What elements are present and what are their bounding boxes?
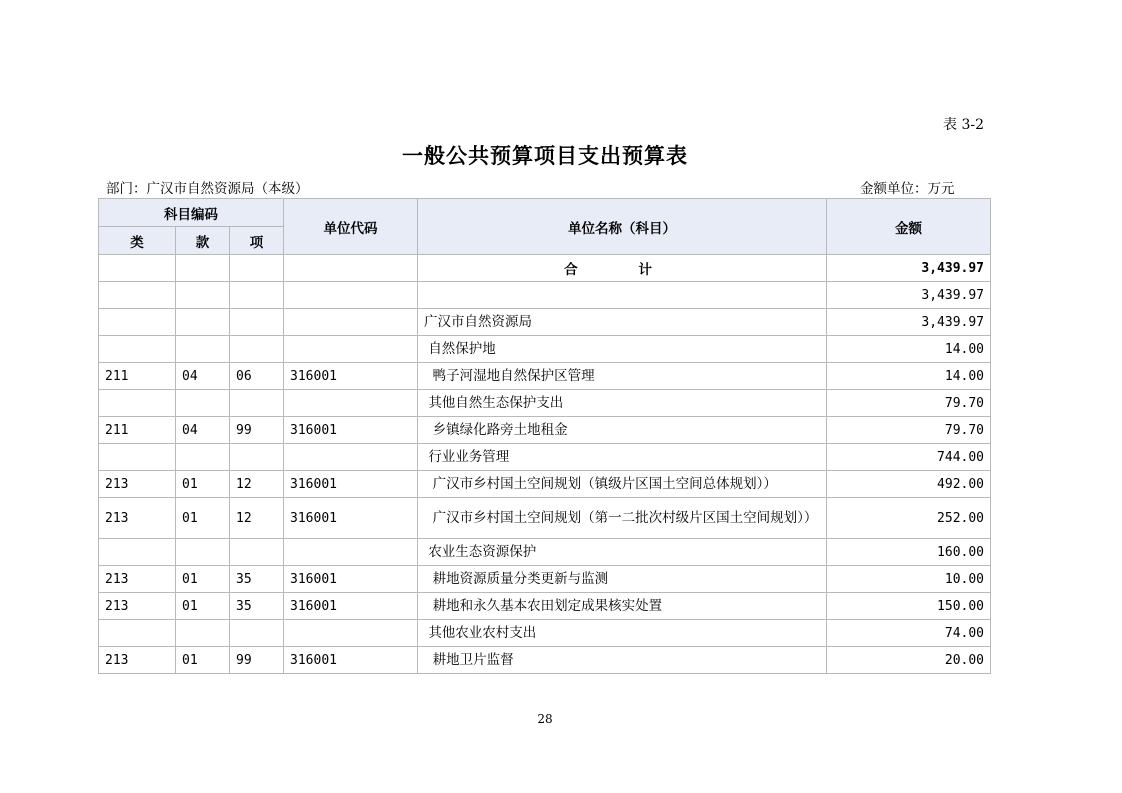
- unit-code-cell: [284, 444, 418, 471]
- table-row: [99, 539, 991, 566]
- category-cell: [99, 309, 176, 336]
- amount-cell: 252.00: [827, 498, 991, 539]
- subject-code-header: 科目编码: [99, 199, 284, 227]
- budget-table: [98, 198, 991, 674]
- table-number: 表 3-2: [943, 117, 984, 133]
- unit-name-cell: 广汉市乡村国土空间规划（第一二批次村级片区国土空间规划））: [418, 498, 827, 539]
- section-cell: 01: [176, 471, 230, 498]
- category-cell: 213: [99, 471, 176, 498]
- unit-name-cell: 广汉市乡村国土空间规划（镇级片区国土空间总体规划））: [418, 471, 827, 498]
- amount-header: 金额: [827, 199, 991, 255]
- amount-cell: 20.00: [827, 647, 991, 674]
- category-cell: [99, 390, 176, 417]
- amount-cell: 3,439.97: [827, 282, 991, 309]
- item-cell: [230, 539, 284, 566]
- item-cell: 35: [230, 566, 284, 593]
- unit-code-cell: 316001: [284, 417, 418, 444]
- unit-code-cell: [284, 390, 418, 417]
- amount-cell: 14.00: [827, 336, 991, 363]
- unit-code-cell: 316001: [284, 498, 418, 539]
- table-row: [99, 282, 991, 309]
- unit-code-cell: [284, 282, 418, 309]
- amount-cell: 79.70: [827, 390, 991, 417]
- total-label: 合 计: [418, 255, 827, 282]
- unit-code-cell: [284, 539, 418, 566]
- item-cell: 06: [230, 363, 284, 390]
- table-row: [99, 620, 991, 647]
- unit-code-cell: [284, 309, 418, 336]
- unit-code-cell: 316001: [284, 471, 418, 498]
- amount-cell: 744.00: [827, 444, 991, 471]
- amount-cell: 492.00: [827, 471, 991, 498]
- xiang-header: 项: [230, 227, 284, 255]
- table-row: [99, 417, 991, 444]
- unit-name-header: 单位名称（科目）: [418, 199, 827, 255]
- section-cell: [176, 620, 230, 647]
- category-cell: 213: [99, 647, 176, 674]
- category-cell: [99, 336, 176, 363]
- lei-header: 类: [99, 227, 176, 255]
- department-label: 部门：广汉市自然资源局（本级）: [106, 181, 309, 197]
- section-cell: [176, 282, 230, 309]
- section-cell: 01: [176, 498, 230, 539]
- total-row: [99, 255, 991, 282]
- category-cell: [99, 539, 176, 566]
- category-cell: 213: [99, 566, 176, 593]
- item-cell: [230, 309, 284, 336]
- unit-name-cell: 其他农业农村支出: [418, 620, 827, 647]
- amount-cell: 160.00: [827, 539, 991, 566]
- page-title: 一般公共预算项目支出预算表: [402, 144, 688, 168]
- category-cell: [99, 444, 176, 471]
- category-cell: 213: [99, 593, 176, 620]
- item-cell: 35: [230, 593, 284, 620]
- table-row: [99, 444, 991, 471]
- unit-name-cell: 鸭子河湿地自然保护区管理: [418, 363, 827, 390]
- item-cell: 12: [230, 498, 284, 539]
- unit-code-cell: 316001: [284, 363, 418, 390]
- category-cell: [99, 620, 176, 647]
- unit-name-cell: 耕地卫片监督: [418, 647, 827, 674]
- table-row: [99, 647, 991, 674]
- unit-name-cell: 农业生态资源保护: [418, 539, 827, 566]
- item-cell: 99: [230, 417, 284, 444]
- unit-code-cell: 316001: [284, 593, 418, 620]
- unit-name-cell: 自然保护地: [418, 336, 827, 363]
- table-row: [99, 390, 991, 417]
- section-cell: 04: [176, 363, 230, 390]
- unit-name-cell: 乡镇绿化路旁土地租金: [418, 417, 827, 444]
- table-row: [99, 566, 991, 593]
- kuan-header: 款: [176, 227, 230, 255]
- page-number: 28: [537, 712, 553, 726]
- table-row: [99, 498, 991, 539]
- unit-name-cell: 其他自然生态保护支出: [418, 390, 827, 417]
- item-cell: [230, 390, 284, 417]
- item-cell: [230, 620, 284, 647]
- unit-name-cell: 行业业务管理: [418, 444, 827, 471]
- amount-cell: 74.00: [827, 620, 991, 647]
- table-row: [99, 336, 991, 363]
- unit-name-cell: 耕地资源质量分类更新与监测: [418, 566, 827, 593]
- unit-name-cell: [418, 282, 827, 309]
- table-row: [99, 593, 991, 620]
- section-cell: [176, 309, 230, 336]
- section-cell: [176, 336, 230, 363]
- category-cell: 211: [99, 417, 176, 444]
- item-cell: 99: [230, 647, 284, 674]
- category-cell: 213: [99, 498, 176, 539]
- section-cell: 01: [176, 566, 230, 593]
- unit-code-cell: [284, 336, 418, 363]
- table-row: [99, 363, 991, 390]
- item-cell: [230, 444, 284, 471]
- section-cell: [176, 539, 230, 566]
- item-cell: [230, 282, 284, 309]
- amount-cell: 10.00: [827, 566, 991, 593]
- unit-code-cell: 316001: [284, 647, 418, 674]
- category-cell: [99, 282, 176, 309]
- amount-cell: 79.70: [827, 417, 991, 444]
- table-row: [99, 471, 991, 498]
- table-row: [99, 309, 991, 336]
- section-cell: 01: [176, 647, 230, 674]
- amount-unit-label: 金额单位：万元: [860, 181, 955, 197]
- unit-code-header: 单位代码: [284, 199, 418, 255]
- amount-cell: 150.00: [827, 593, 991, 620]
- unit-code-cell: [284, 620, 418, 647]
- category-cell: 211: [99, 363, 176, 390]
- unit-code-cell: 316001: [284, 566, 418, 593]
- amount-cell: 3,439.97: [827, 309, 991, 336]
- section-cell: [176, 390, 230, 417]
- total-amount: 3,439.97: [827, 255, 991, 282]
- item-cell: [230, 336, 284, 363]
- section-cell: 04: [176, 417, 230, 444]
- unit-name-cell: 耕地和永久基本农田划定成果核实处置: [418, 593, 827, 620]
- unit-name-cell: 广汉市自然资源局: [418, 309, 827, 336]
- section-cell: 01: [176, 593, 230, 620]
- amount-cell: 14.00: [827, 363, 991, 390]
- item-cell: 12: [230, 471, 284, 498]
- section-cell: [176, 444, 230, 471]
